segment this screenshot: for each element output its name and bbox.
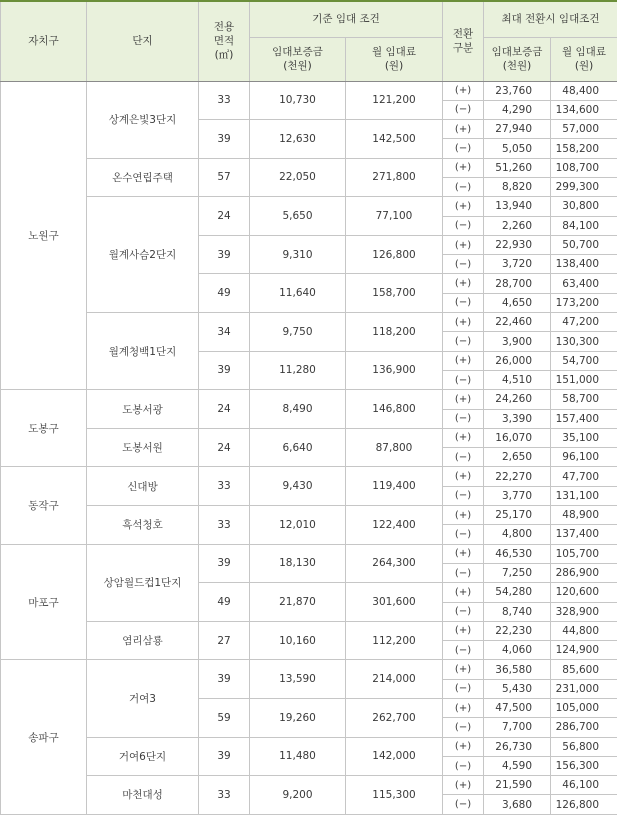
max-deposit-cell: 3,770: [484, 486, 551, 505]
max-rent-cell: 158,200: [551, 139, 617, 158]
complex-cell: 월계청백1단지: [87, 313, 199, 390]
base-rent-cell: 142,000: [346, 737, 443, 776]
conversion-sign-cell: (−): [443, 177, 484, 196]
conversion-sign-cell: (−): [443, 795, 484, 814]
conversion-sign-cell: (+): [443, 583, 484, 602]
base-deposit-cell: 19,260: [250, 699, 346, 738]
max-deposit-cell: 47,500: [484, 699, 551, 718]
base-deposit-cell: 22,050: [250, 158, 346, 197]
base-rent-cell: 126,800: [346, 235, 443, 274]
base-rent-cell: 121,200: [346, 81, 443, 120]
conversion-sign-cell: (+): [443, 274, 484, 293]
table-body: [1, 81, 617, 814]
conversion-sign-cell: (−): [443, 409, 484, 428]
conversion-sign-cell: (+): [443, 699, 484, 718]
area-cell: 27: [199, 621, 250, 660]
max-rent-cell: 126,800: [551, 795, 617, 814]
max-deposit-cell: 2,260: [484, 216, 551, 235]
conversion-sign-cell: (+): [443, 737, 484, 756]
max-deposit-cell: 4,060: [484, 641, 551, 660]
conversion-sign-cell: (+): [443, 776, 484, 795]
base-deposit-cell: 10,160: [250, 621, 346, 660]
base-deposit-cell: 9,430: [250, 467, 346, 506]
max-deposit-cell: 26,000: [484, 351, 551, 370]
header-district: 자치구: [1, 1, 87, 81]
max-deposit-cell: 8,820: [484, 177, 551, 196]
table-row: [1, 544, 617, 563]
conversion-sign-cell: (−): [443, 525, 484, 544]
area-cell: 24: [199, 390, 250, 429]
max-deposit-cell: 2,650: [484, 448, 551, 467]
max-rent-cell: 47,200: [551, 313, 617, 332]
max-deposit-cell: 4,590: [484, 756, 551, 775]
max-rent-cell: 231,000: [551, 679, 617, 698]
conversion-sign-cell: (−): [443, 718, 484, 737]
table-row: [1, 467, 617, 486]
max-deposit-cell: 46,530: [484, 544, 551, 563]
conversion-sign-cell: (+): [443, 120, 484, 139]
max-deposit-cell: 4,290: [484, 100, 551, 119]
max-deposit-cell: 26,730: [484, 737, 551, 756]
base-deposit-cell: 8,490: [250, 390, 346, 429]
max-deposit-cell: 3,390: [484, 409, 551, 428]
complex-cell: 상암월드컵1단지: [87, 544, 199, 621]
base-deposit-cell: 12,630: [250, 120, 346, 159]
max-rent-cell: 48,900: [551, 506, 617, 525]
base-rent-cell: 158,700: [346, 274, 443, 313]
max-rent-cell: 108,700: [551, 158, 617, 177]
conversion-sign-cell: (+): [443, 158, 484, 177]
max-deposit-cell: 16,070: [484, 428, 551, 447]
base-deposit-cell: 11,480: [250, 737, 346, 776]
base-deposit-cell: 18,130: [250, 544, 346, 583]
max-rent-cell: 286,700: [551, 718, 617, 737]
max-rent-cell: 130,300: [551, 332, 617, 351]
area-cell: 39: [199, 235, 250, 274]
max-rent-cell: 46,100: [551, 776, 617, 795]
area-cell: 49: [199, 274, 250, 313]
base-rent-cell: 87,800: [346, 428, 443, 467]
conversion-sign-cell: (+): [443, 81, 484, 100]
max-rent-cell: 131,100: [551, 486, 617, 505]
conversion-sign-cell: (+): [443, 197, 484, 216]
complex-cell: 마천대성: [87, 776, 199, 815]
max-rent-cell: 30,800: [551, 197, 617, 216]
max-deposit-cell: 25,170: [484, 506, 551, 525]
max-rent-cell: 156,300: [551, 756, 617, 775]
max-rent-cell: 299,300: [551, 177, 617, 196]
conversion-sign-cell: (−): [443, 448, 484, 467]
conversion-sign-cell: (−): [443, 486, 484, 505]
table-row: [1, 776, 617, 795]
complex-cell: 도봉서원: [87, 428, 199, 467]
max-deposit-cell: 22,460: [484, 313, 551, 332]
table-row: [1, 390, 617, 409]
conversion-sign-cell: (−): [443, 139, 484, 158]
district-cell: 도봉구: [1, 390, 87, 467]
max-deposit-cell: 3,680: [484, 795, 551, 814]
area-cell: 33: [199, 776, 250, 815]
conversion-sign-cell: (+): [443, 235, 484, 254]
max-deposit-cell: 13,940: [484, 197, 551, 216]
max-rent-cell: 151,000: [551, 370, 617, 389]
base-deposit-cell: 9,200: [250, 776, 346, 815]
base-rent-cell: 301,600: [346, 583, 443, 622]
max-rent-cell: 105,000: [551, 699, 617, 718]
conversion-sign-cell: (−): [443, 293, 484, 312]
max-deposit-cell: 51,260: [484, 158, 551, 177]
header-base-rent: 월 임대료 (원): [346, 37, 443, 81]
max-rent-cell: 286,900: [551, 563, 617, 582]
conversion-sign-cell: (−): [443, 641, 484, 660]
header-max-rent: 월 임대료 (원): [551, 37, 617, 81]
max-deposit-cell: 36,580: [484, 660, 551, 679]
header-max-group: 최대 전환시 임대조건: [484, 1, 617, 37]
base-deposit-cell: 12,010: [250, 506, 346, 545]
max-rent-cell: 84,100: [551, 216, 617, 235]
max-rent-cell: 50,700: [551, 235, 617, 254]
max-deposit-cell: 54,280: [484, 583, 551, 602]
max-deposit-cell: 23,760: [484, 81, 551, 100]
max-deposit-cell: 5,430: [484, 679, 551, 698]
area-cell: 24: [199, 428, 250, 467]
complex-cell: 도봉서광: [87, 390, 199, 429]
max-rent-cell: 58,700: [551, 390, 617, 409]
district-cell: 송파구: [1, 660, 87, 814]
conversion-sign-cell: (−): [443, 100, 484, 119]
complex-cell: 염리삼룡: [87, 621, 199, 660]
conversion-sign-cell: (−): [443, 602, 484, 621]
base-deposit-cell: 9,750: [250, 313, 346, 352]
conversion-sign-cell: (+): [443, 506, 484, 525]
conversion-sign-cell: (+): [443, 660, 484, 679]
max-rent-cell: 105,700: [551, 544, 617, 563]
header-area: 전용 면적 (㎡): [199, 1, 250, 81]
base-deposit-cell: 11,640: [250, 274, 346, 313]
max-deposit-cell: 7,250: [484, 563, 551, 582]
conversion-sign-cell: (−): [443, 370, 484, 389]
max-rent-cell: 35,100: [551, 428, 617, 447]
base-rent-cell: 122,400: [346, 506, 443, 545]
conversion-sign-cell: (−): [443, 255, 484, 274]
max-deposit-cell: 22,270: [484, 467, 551, 486]
header-max-deposit: 임대보증금 (천원): [484, 37, 551, 81]
complex-cell: 거여3: [87, 660, 199, 737]
max-deposit-cell: 4,800: [484, 525, 551, 544]
conversion-sign-cell: (+): [443, 428, 484, 447]
table-row: [1, 158, 617, 177]
district-cell: 마포구: [1, 544, 87, 660]
area-cell: 57: [199, 158, 250, 197]
table-row: [1, 81, 617, 100]
area-cell: 33: [199, 506, 250, 545]
base-rent-cell: 142,500: [346, 120, 443, 159]
header-complex: 단지: [87, 1, 199, 81]
base-rent-cell: 119,400: [346, 467, 443, 506]
conversion-sign-cell: (+): [443, 621, 484, 640]
complex-cell: 온수연립주택: [87, 158, 199, 197]
area-cell: 39: [199, 737, 250, 776]
max-rent-cell: 328,900: [551, 602, 617, 621]
base-deposit-cell: 10,730: [250, 81, 346, 120]
max-deposit-cell: 8,740: [484, 602, 551, 621]
base-rent-cell: 264,300: [346, 544, 443, 583]
table-row: [1, 428, 617, 447]
max-rent-cell: 173,200: [551, 293, 617, 312]
max-rent-cell: 96,100: [551, 448, 617, 467]
max-deposit-cell: 3,900: [484, 332, 551, 351]
table-row: [1, 660, 617, 679]
table-row: [1, 313, 617, 332]
area-cell: 39: [199, 660, 250, 699]
max-rent-cell: 134,600: [551, 100, 617, 119]
max-rent-cell: 47,700: [551, 467, 617, 486]
max-deposit-cell: 21,590: [484, 776, 551, 795]
table-row: [1, 506, 617, 525]
max-deposit-cell: 28,700: [484, 274, 551, 293]
area-cell: 24: [199, 197, 250, 236]
base-rent-cell: 271,800: [346, 158, 443, 197]
conversion-sign-cell: (+): [443, 313, 484, 332]
district-cell: 노원구: [1, 81, 87, 390]
area-cell: 59: [199, 699, 250, 738]
conversion-sign-cell: (+): [443, 544, 484, 563]
base-rent-cell: 214,000: [346, 660, 443, 699]
base-deposit-cell: 6,640: [250, 428, 346, 467]
max-rent-cell: 44,800: [551, 621, 617, 640]
area-cell: 33: [199, 81, 250, 120]
conversion-sign-cell: (+): [443, 467, 484, 486]
complex-cell: 거여6단지: [87, 737, 199, 776]
table-row: [1, 621, 617, 640]
base-deposit-cell: 13,590: [250, 660, 346, 699]
table-header: [1, 1, 617, 81]
table-row: [1, 737, 617, 756]
base-deposit-cell: 21,870: [250, 583, 346, 622]
table-row: [1, 197, 617, 216]
complex-cell: 흑석청호: [87, 506, 199, 545]
header-base-deposit: 임대보증금 (천원): [250, 37, 346, 81]
district-cell: 동작구: [1, 467, 87, 544]
max-rent-cell: 124,900: [551, 641, 617, 660]
conversion-sign-cell: (−): [443, 679, 484, 698]
conversion-sign-cell: (−): [443, 563, 484, 582]
max-rent-cell: 56,800: [551, 737, 617, 756]
header-conversion: 전환 구분: [443, 1, 484, 81]
area-cell: 39: [199, 120, 250, 159]
base-rent-cell: 77,100: [346, 197, 443, 236]
max-rent-cell: 157,400: [551, 409, 617, 428]
area-cell: 39: [199, 351, 250, 390]
max-rent-cell: 85,600: [551, 660, 617, 679]
conversion-sign-cell: (+): [443, 390, 484, 409]
base-rent-cell: 112,200: [346, 621, 443, 660]
max-deposit-cell: 22,930: [484, 235, 551, 254]
complex-cell: 신대방: [87, 467, 199, 506]
max-deposit-cell: 4,510: [484, 370, 551, 389]
max-rent-cell: 137,400: [551, 525, 617, 544]
max-rent-cell: 120,600: [551, 583, 617, 602]
max-rent-cell: 54,700: [551, 351, 617, 370]
max-deposit-cell: 24,260: [484, 390, 551, 409]
conversion-sign-cell: (−): [443, 756, 484, 775]
conversion-sign-cell: (−): [443, 332, 484, 351]
base-deposit-cell: 5,650: [250, 197, 346, 236]
complex-cell: 월계사슴2단지: [87, 197, 199, 313]
max-deposit-cell: 3,720: [484, 255, 551, 274]
max-deposit-cell: 5,050: [484, 139, 551, 158]
max-rent-cell: 57,000: [551, 120, 617, 139]
max-deposit-cell: 27,940: [484, 120, 551, 139]
base-rent-cell: 262,700: [346, 699, 443, 738]
area-cell: 34: [199, 313, 250, 352]
max-deposit-cell: 22,230: [484, 621, 551, 640]
max-deposit-cell: 7,700: [484, 718, 551, 737]
area-cell: 39: [199, 544, 250, 583]
max-rent-cell: 48,400: [551, 81, 617, 100]
base-rent-cell: 115,300: [346, 776, 443, 815]
base-rent-cell: 118,200: [346, 313, 443, 352]
area-cell: 49: [199, 583, 250, 622]
conversion-sign-cell: (−): [443, 216, 484, 235]
area-cell: 33: [199, 467, 250, 506]
complex-cell: 상계은빛3단지: [87, 81, 199, 158]
base-rent-cell: 146,800: [346, 390, 443, 429]
base-deposit-cell: 9,310: [250, 235, 346, 274]
max-rent-cell: 63,400: [551, 274, 617, 293]
max-rent-cell: 138,400: [551, 255, 617, 274]
base-deposit-cell: 11,280: [250, 351, 346, 390]
max-deposit-cell: 4,650: [484, 293, 551, 312]
header-base-group: 기준 임대 조건: [250, 1, 443, 37]
base-rent-cell: 136,900: [346, 351, 443, 390]
conversion-sign-cell: (+): [443, 351, 484, 370]
